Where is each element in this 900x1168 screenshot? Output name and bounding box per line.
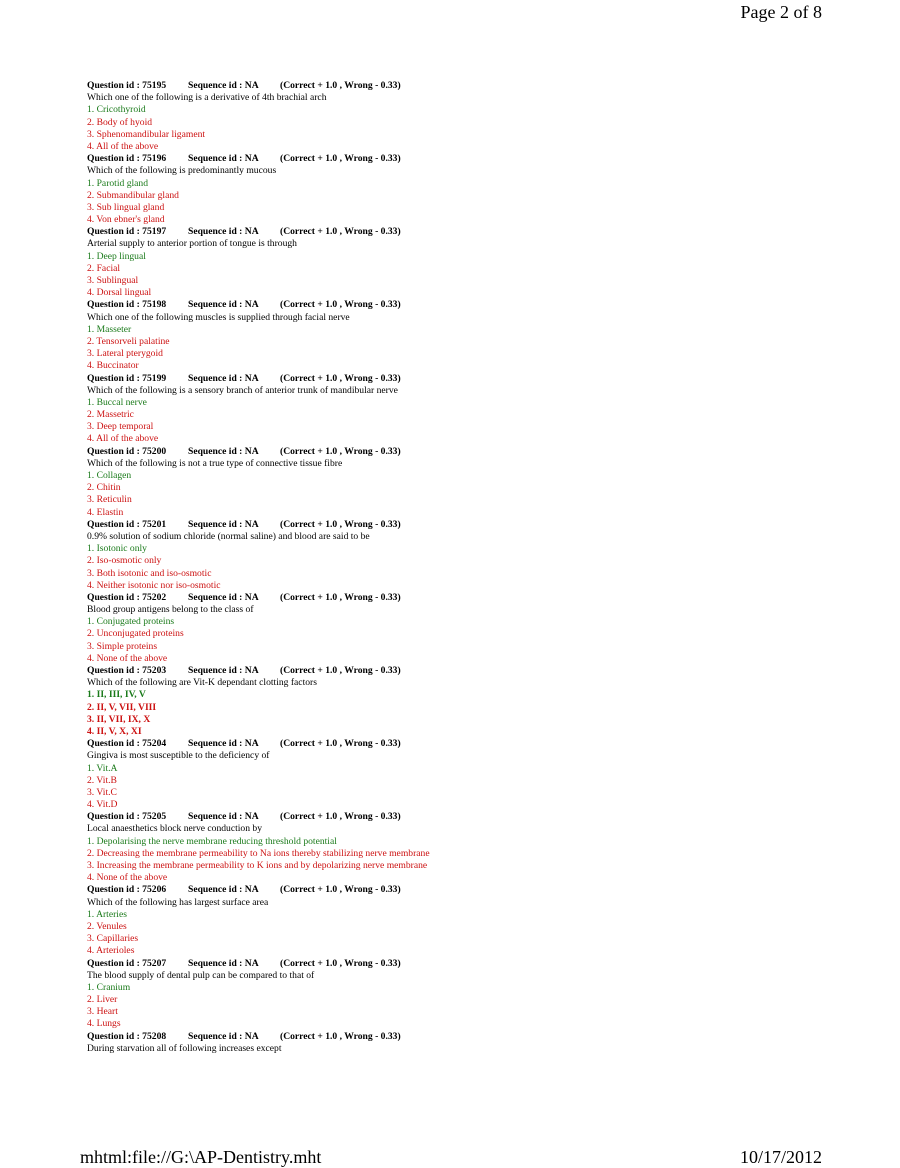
answer-option-correct: 1. Deep lingual [87,250,146,262]
answer-option: 3. Both isotonic and iso-osmotic [87,567,212,579]
sequence-id: Sequence id : NA [188,738,259,750]
question-block [87,226,847,299]
question-header [87,738,847,750]
question-block [87,153,847,226]
score-rule: (Correct + 1.0 , Wrong - 0.33) [280,153,401,165]
answer-option: 2. Chitin [87,482,121,494]
answer-option: 3. Simple proteins [87,640,158,652]
question-text: Which of the following is a sensory branch of anterior trunk of mandibular nerve [87,384,398,396]
answer-option-correct: 1. Depolarising the nerve membrane reducing threshold potential [87,835,337,847]
sequence-id: Sequence id : NA [188,153,259,165]
answer-option: 2. Body of hyoid [87,116,153,128]
answer-option: 4. Lungs [87,1018,121,1030]
answer-option: 2. Tensorveli palatine [87,335,170,347]
answer-option: 2. Iso-osmotic only [87,555,162,567]
answer-option-correct: 1. II, III, IV, V [87,689,146,701]
question-id: Question id : 75201 [87,518,167,530]
answer-option: 4. Von ebner's gland [87,214,165,226]
answer-option: 2. Massetric [87,409,134,421]
answer-option: 3. Reticulin [87,494,132,506]
question-block [87,299,847,372]
question-header [87,519,847,531]
question-id: Question id : 75200 [87,445,167,457]
sequence-id: Sequence id : NA [188,884,259,896]
question-block [87,373,847,446]
score-rule: (Correct + 1.0 , Wrong - 0.33) [280,518,401,530]
question-text: Gingiva is most susceptible to the deficiency of [87,750,270,762]
answer-option: 3. Capillaries [87,933,139,945]
question-text: During starvation all of following increases except [87,1042,282,1054]
score-rule: (Correct + 1.0 , Wrong - 0.33) [280,884,401,896]
answer-option: 3. Heart [87,1006,118,1018]
question-text: The blood supply of dental pulp can be compared to that of [87,969,315,981]
answer-option-correct: 1. Cricothyroid [87,104,146,116]
question-text: 0.9% solution of sodium chloride (normal saline) and blood are said to be [87,530,370,542]
question-id: Question id : 75208 [87,1030,167,1042]
question-id: Question id : 75205 [87,811,167,823]
sequence-id: Sequence id : NA [188,445,259,457]
question-text: Which one of the following is a derivative of 4th brachial arch [87,92,327,104]
print-date: 10/17/2012 [739,1147,822,1167]
answer-option: 3. Lateral pterygoid [87,348,163,360]
answer-option: 3. Sub lingual gland [87,201,165,213]
answer-option-correct: 1. Isotonic only [87,543,147,555]
question-block [87,958,847,1031]
question-block [87,592,847,665]
question-id: Question id : 75196 [87,153,167,165]
question-id: Question id : 75207 [87,957,167,969]
question-header [87,884,847,896]
answer-option-correct: 1. Arteries [87,908,127,920]
answer-option: 2. Liver [87,994,118,1006]
answer-option: 2. Unconjugated proteins [87,628,184,640]
source-url: mhtml:file://G:\AP-Dentistry.mht [80,1147,322,1167]
answer-option: 4. Buccinator [87,360,139,372]
answer-option: 2. II, V, VII, VIII [87,701,157,713]
question-text: Which of the following is predominantly mucous [87,165,277,177]
answer-option: 4. All of the above [87,433,159,445]
question-block [87,80,847,153]
answer-option: 3. Sphenomandibular ligament [87,128,206,140]
answer-option: 4. Neither isotonic nor iso-osmotic [87,579,221,591]
score-rule: (Correct + 1.0 , Wrong - 0.33) [280,372,401,384]
score-rule: (Correct + 1.0 , Wrong - 0.33) [280,80,401,91]
answer-option: 2. Facial [87,262,121,274]
question-header [87,958,847,970]
question-block [87,519,847,592]
question-text: Which of the following has largest surface area [87,896,269,908]
answer-option-correct: 1. Masseter [87,323,132,335]
answer-option: 3. Vit.C [87,786,117,798]
page-number: Page 2 of 8 [740,2,822,22]
answer-option: 2. Submandibular gland [87,189,179,201]
sequence-id: Sequence id : NA [188,518,259,530]
question-id: Question id : 75204 [87,738,167,750]
answer-option: 4. II, V, X, XI [87,725,142,737]
score-rule: (Correct + 1.0 , Wrong - 0.33) [280,957,401,969]
sequence-id: Sequence id : NA [188,80,259,91]
score-rule: (Correct + 1.0 , Wrong - 0.33) [280,445,401,457]
answer-option-correct: 1. Cranium [87,981,131,993]
sequence-id: Sequence id : NA [188,299,259,311]
sequence-id: Sequence id : NA [188,226,259,238]
question-text: Arterial supply to anterior portion of tongue is through [87,238,297,250]
answer-option: 4. All of the above [87,140,159,152]
question-list [87,80,847,1055]
answer-option: 4. Vit.D [87,799,118,811]
question-text: Which of the following are Vit-K dependant clotting factors [87,677,317,689]
question-text: Which one of the following muscles is supplied through facial nerve [87,311,350,323]
question-block [87,1031,847,1055]
question-block [87,811,847,884]
answer-option: 4. Arterioles [87,945,135,957]
question-header [87,299,847,311]
answer-option: 3. Sublingual [87,275,139,286]
score-rule: (Correct + 1.0 , Wrong - 0.33) [280,738,401,750]
question-header [87,665,847,677]
question-block [87,738,847,811]
answer-option-correct: 1. Parotid gland [87,177,149,189]
score-rule: (Correct + 1.0 , Wrong - 0.33) [280,811,401,823]
answer-option: 2. Vit.B [87,774,117,786]
score-rule: (Correct + 1.0 , Wrong - 0.33) [280,591,401,603]
question-id: Question id : 75203 [87,665,167,676]
question-header [87,153,847,165]
question-header [87,592,847,604]
question-text: Which of the following is not a true type of connective tissue fibre [87,457,343,469]
question-id: Question id : 75195 [87,80,167,91]
score-rule: (Correct + 1.0 , Wrong - 0.33) [280,299,401,311]
question-header [87,226,847,238]
question-id: Question id : 75199 [87,372,167,384]
sequence-id: Sequence id : NA [188,811,259,823]
question-text: Local anaesthetics block nerve conduction by [87,823,263,835]
question-header [87,446,847,458]
answer-option: 3. II, VII, IX, X [87,713,151,725]
question-id: Question id : 75197 [87,226,167,238]
answer-option-correct: 1. Conjugated proteins [87,616,175,628]
answer-option: 4. Elastin [87,506,124,518]
question-text: Blood group antigens belong to the class of [87,604,254,616]
answer-option-correct: 1. Buccal nerve [87,396,147,408]
question-id: Question id : 75206 [87,884,167,896]
sequence-id: Sequence id : NA [188,957,259,969]
sequence-id: Sequence id : NA [188,1030,259,1042]
answer-option: 4. None of the above [87,652,168,664]
score-rule: (Correct + 1.0 , Wrong - 0.33) [280,226,401,238]
answer-option: 3. Deep temporal [87,421,154,433]
sequence-id: Sequence id : NA [188,665,259,676]
answer-option: 4. None of the above [87,872,168,884]
question-header [87,1031,847,1043]
score-rule: (Correct + 1.0 , Wrong - 0.33) [280,1030,401,1042]
answer-option-correct: 1. Collagen [87,470,132,481]
question-block [87,665,847,738]
question-header [87,373,847,385]
answer-option: 2. Decreasing the membrane permeability to Na ions thereby stabilizing nerve membrane [87,847,430,859]
sequence-id: Sequence id : NA [188,591,259,603]
answer-option: 2. Venules [87,920,127,932]
question-header [87,811,847,823]
question-id: Question id : 75198 [87,299,167,311]
score-rule: (Correct + 1.0 , Wrong - 0.33) [280,665,401,676]
answer-option-correct: 1. Vit.A [87,762,118,774]
answer-option: 3. Increasing the membrane permeability to K ions and by depolarizing nerve membrane [87,860,428,871]
question-id: Question id : 75202 [87,591,167,603]
question-header [87,80,847,92]
question-block [87,446,847,519]
sequence-id: Sequence id : NA [188,372,259,384]
question-block [87,884,847,957]
answer-option: 4. Dorsal lingual [87,287,152,299]
